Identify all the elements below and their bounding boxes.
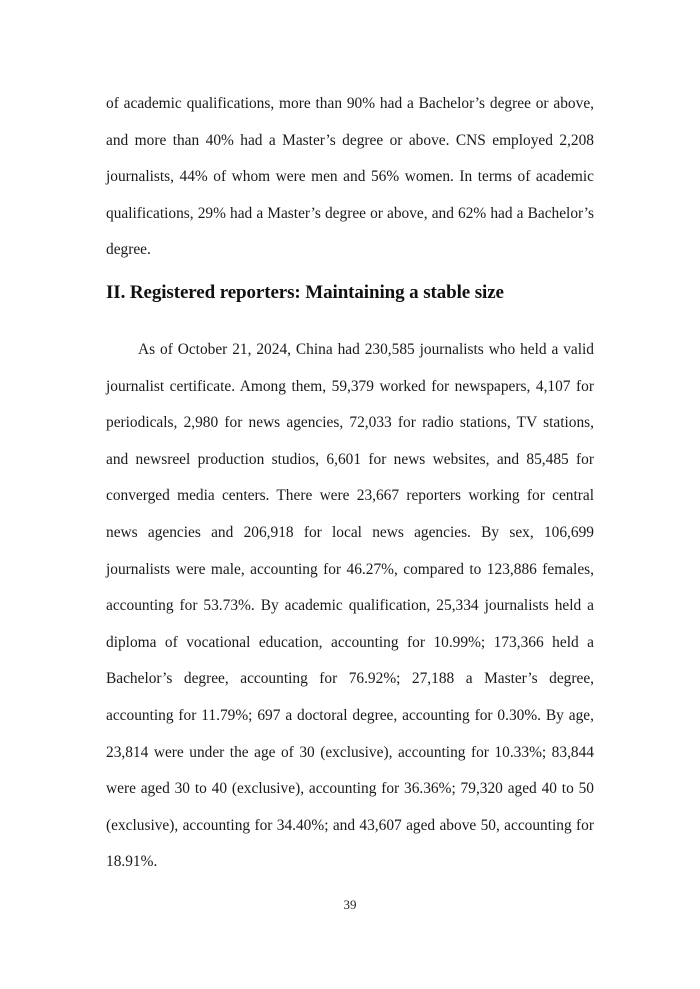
section-heading: II. Registered reporters: Maintaining a stable size (106, 282, 504, 303)
paragraph-registered-reporters: As of October 21, 2024, China had 230,585 journalists who held a valid journalist certificate. Among them, 59,379 worked for newspapers, 4,107 for periodicals, 2,980 for news agencies, 72,033 for radio stations, TV stations, and newsreel production studios, 6,601 for news websites, and 85,485 for converged media centers. There were 23,667 reporters working for central news agencies and 206,918 for local news agencies. By sex, 106,699 journalists were male, accounting for 46.27%, compared to 123,886 females, accounting for 53.73%. By academic qualification, 25,334 journalists held a diploma of vocational education, accounting for 10.99%; 173,366 held a Bachelor’s degree, accounting for 76.92%; 27,188 a Master’s degree, accounting for 11.79%; 697 a doctoral degree, accounting for 0.30%. By age, 23,814 were under the age of 30 (exclusive), accounting for 10.33%; 83,844 were aged 30 to 40 (exclusive), accounting for 36.36%; 79,320 aged 40 to 50 (exclusive), accounting for 34.40%; and 43,607 aged above 50, accounting for 18.91%. (106, 341, 594, 871)
paragraph-continuation: of academic qualifications, more than 90% had a Bachelor’s degree or above, and more than 40% had a Master’s degree or above. CNS employed 2,208 journalists, 44% of whom were men and 56% women. In terms of academic qualifications, 29% had a Master’s degree or above, and 62% had a Bachelor’s degree. (106, 95, 594, 259)
page-number: 39 (343, 897, 357, 912)
